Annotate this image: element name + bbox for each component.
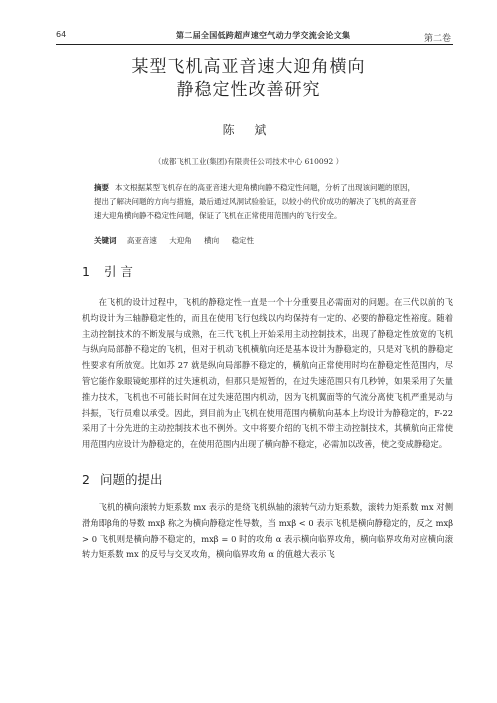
keyword-item: 大迎角 (169, 236, 192, 245)
section-title: 引 言 (103, 264, 133, 279)
keyword-item: 横向 (204, 236, 220, 245)
keyword-item: 稳定性 (231, 236, 255, 245)
volume-label: 第二卷 (423, 34, 451, 44)
author-name: 陈 斌 (222, 123, 275, 137)
problem-paragraph: 飞机的横向滚转力矩系数 mx 表示的是绕飞机纵轴的滚转气动力矩系数，滚转力矩系数 mx 对侧滑角即β角的导数 mxβ 称之为横向静稳定性导数，当 mxβ < 0 表示飞机是横向静稳定的，反之 mxβ > 0 飞机则是横向静不稳定的，mxβ = 0 时的攻角 α 表示横向临界攻角，横向临界攻角对应横向滚转力矩系数 mx 的反号与交叉攻角，横向临界攻角 α 的值越大表示飞 (82, 502, 453, 560)
keywords (94, 235, 417, 246)
journal-title: 第二届全国低跨超声速空气动力学交流会论文集 (176, 31, 351, 40)
keywords-label: 关键词 (94, 236, 117, 245)
author-affiliation: （成都飞机工业(集团)有限责任公司技术中心 610092 ） (153, 157, 344, 166)
introduction-paragraph: 在飞机的设计过程中，飞机的静稳定性一直是一个十分重要且必需面对的问题。在三代以前的飞机均设计为三轴静稳定性的，而且在使用飞行包线以内均保持有一定的、必要的静稳定性裕度。随着主动控制技术的不断发展与成熟，在三代飞机上开始采用主动控制技术，出现了静稳定性放宽的飞机与纵向局部静不稳定的飞机，但对于机动飞机横航向还是基本设计为静稳定的，只是对飞机的静稳定性要求有所放宽。比如苏 27 就是纵向局部静不稳定的，横航向正常使用时均在静稳定性范围内，尽管它能作象眼镜蛇那样的过失速机动，但那只是短暂的，在过失速范围只有几秒钟，如果采用了矢量推力技术，飞机也不可能长时间在过失速范围内机动，因为飞机翼面等的气流分离使飞机严重晃动与抖振，飞行员难以承受。因此，到目前为止飞机在使用范围内横航向基本上均设计为静稳定的，F-22 采用了十分先进的主动控制技术也不例外。文中将要介绍的飞机不带主动控制技术，其横航向正常使用范围内应设计为静稳定的，在使用范围内出现了横向静不稳定，必需加以改善，使之变成静稳定。 (82, 297, 453, 450)
paper-title-line-1: 某型飞机高亚音速大迎角横向 (131, 57, 366, 77)
abstract (94, 181, 417, 223)
paper-title (0, 56, 497, 102)
section-heading-introduction (82, 262, 133, 280)
page-number: 64 (56, 30, 67, 39)
header-rule (56, 44, 453, 45)
paper-title-line-2: 静稳定性改善研究 (176, 80, 321, 100)
abstract-text: 本文根据某型飞机存在的高亚音速大迎角横向静不稳定性问题，分析了出现该问题的原因，提出了解决问题的方向与措施，最后通过风洞试验验证，以较小的代价成功的解决了飞机的高亚音速大迎角横向静不稳定性问题，保证了飞机在正常使用范围内的飞行安全。 (94, 183, 417, 220)
section-number: 1 (82, 264, 90, 279)
running-header (56, 30, 451, 44)
section-title: 问题的提出 (99, 472, 163, 487)
section-number: 2 (82, 472, 90, 487)
section-heading-problem (82, 470, 162, 488)
keyword-item: 高亚音速 (126, 236, 157, 245)
abstract-label: 摘要 (94, 183, 109, 192)
